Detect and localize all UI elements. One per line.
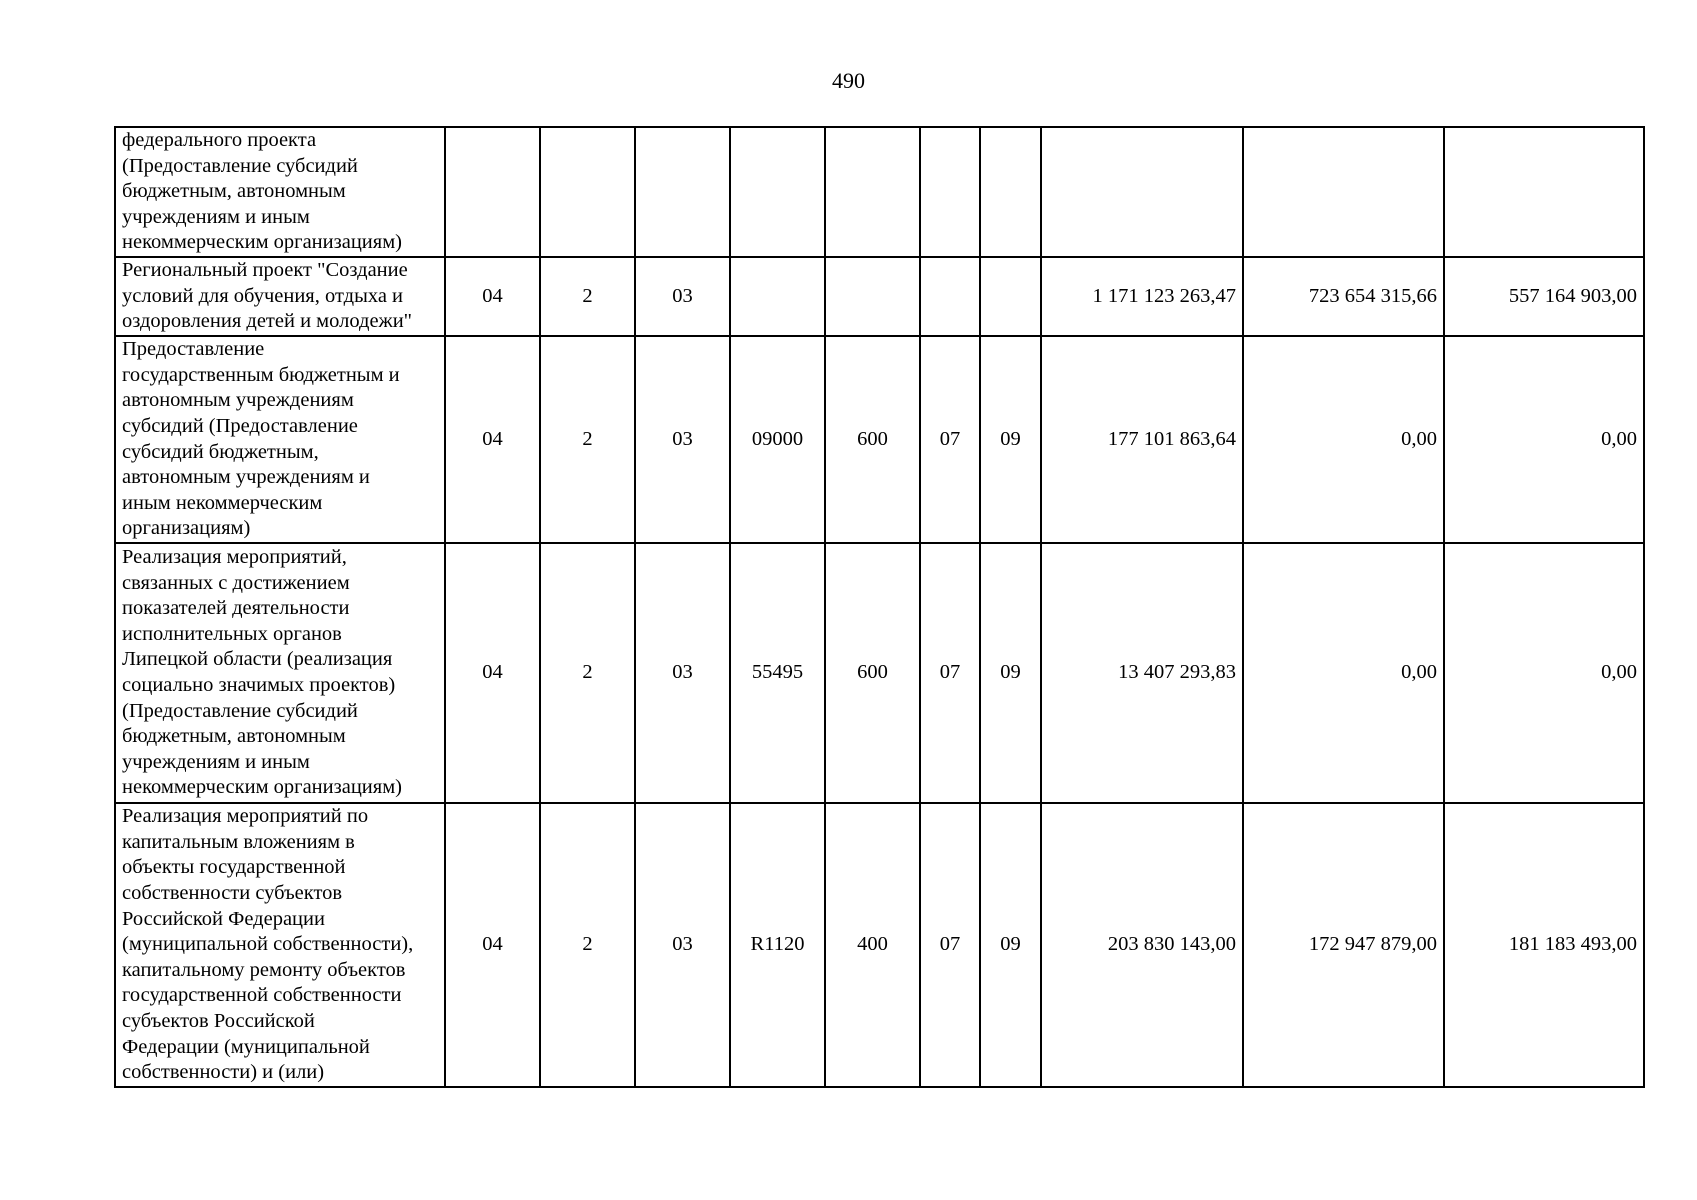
code-direction-cell: 09000 xyxy=(730,336,825,543)
table-row xyxy=(115,336,1644,543)
description-line: оздоровления детей и молодежи" xyxy=(122,310,413,333)
amount-year3-cell xyxy=(1444,127,1644,257)
code-expense-type-cell: 600 xyxy=(825,543,920,803)
description-line: связанных с достижением xyxy=(122,571,350,594)
description-line: собственности субъектов xyxy=(122,882,343,905)
description-line: (Предоставление субсидий xyxy=(122,154,358,177)
description-line: учреждениям и иным xyxy=(122,205,310,228)
code-section-cell xyxy=(920,127,980,257)
amount-year2-cell: 0,00 xyxy=(1243,336,1444,543)
table-row xyxy=(115,803,1644,1087)
code-direction-cell xyxy=(730,127,825,257)
code-ministry-cell: 04 xyxy=(445,543,540,803)
description-line: условий для обучения, отдыха и xyxy=(122,284,404,307)
code-expense-type-cell xyxy=(825,127,920,257)
code-program-type-cell: 2 xyxy=(540,336,635,543)
description-cell xyxy=(115,543,445,803)
code-direction-cell: 55495 xyxy=(730,543,825,803)
description-line: исполнительных органов xyxy=(122,622,342,645)
code-section-cell: 07 xyxy=(920,543,980,803)
code-subsection-cell: 09 xyxy=(980,803,1041,1087)
amount-year1-cell: 203 830 143,00 xyxy=(1041,803,1243,1087)
code-ministry-cell: 04 xyxy=(445,257,540,336)
description-line: Федерации (муниципальной xyxy=(122,1035,370,1058)
description-line: Липецкой области (реализация xyxy=(122,648,393,671)
description-line: иным некоммерческим xyxy=(122,491,323,514)
code-project-cell: 03 xyxy=(635,336,730,543)
amount-year2-cell: 723 654 315,66 xyxy=(1243,257,1444,336)
code-project-cell xyxy=(635,127,730,257)
description-line: Региональный проект "Создание xyxy=(122,259,408,282)
amount-year1-cell: 13 407 293,83 xyxy=(1041,543,1243,803)
description-line: Предоставление xyxy=(122,338,265,361)
amount-year2-cell xyxy=(1243,127,1444,257)
description-line: бюджетным, автономным xyxy=(122,180,346,203)
code-program-type-cell: 2 xyxy=(540,257,635,336)
description-line: (муниципальной собственности), xyxy=(122,933,414,956)
description-cell xyxy=(115,257,445,336)
description-line: автономным учреждениям и xyxy=(122,466,370,489)
code-ministry-cell xyxy=(445,127,540,257)
description-line: некоммерческим организациям) xyxy=(122,776,402,799)
description-line: показателей деятельности xyxy=(122,597,350,620)
code-project-cell: 03 xyxy=(635,257,730,336)
description-line: учреждениям и иным xyxy=(122,750,310,773)
table-row xyxy=(115,543,1644,803)
code-ministry-cell: 04 xyxy=(445,803,540,1087)
description-line: Реализация мероприятий, xyxy=(122,546,347,569)
amount-year3-cell: 557 164 903,00 xyxy=(1444,257,1644,336)
description-line: собственности) и (или) xyxy=(122,1061,325,1084)
code-expense-type-cell: 600 xyxy=(825,336,920,543)
code-direction-cell: R1120 xyxy=(730,803,825,1087)
description-line: государственной собственности xyxy=(122,984,402,1007)
description-line: автономным учреждениям xyxy=(122,389,354,412)
amount-year3-cell: 181 183 493,00 xyxy=(1444,803,1644,1087)
code-project-cell: 03 xyxy=(635,803,730,1087)
amount-year2-cell: 172 947 879,00 xyxy=(1243,803,1444,1087)
description-line: Российской Федерации xyxy=(122,907,325,930)
amount-year2-cell: 0,00 xyxy=(1243,543,1444,803)
description-line: капитальному ремонту объектов xyxy=(122,958,406,981)
code-subsection-cell: 09 xyxy=(980,336,1041,543)
description-line: Реализация мероприятий по xyxy=(122,805,369,828)
description-line: (Предоставление субсидий xyxy=(122,699,358,722)
description-line: субсидий бюджетным, xyxy=(122,440,319,463)
code-section-cell: 07 xyxy=(920,336,980,543)
code-program-type-cell: 2 xyxy=(540,543,635,803)
code-program-type-cell: 2 xyxy=(540,803,635,1087)
description-line: бюджетным, автономным xyxy=(122,725,346,748)
description-cell xyxy=(115,803,445,1087)
description-line: государственным бюджетным и xyxy=(122,363,400,386)
description-line: субъектов Российской xyxy=(122,1009,315,1032)
amount-year1-cell xyxy=(1041,127,1243,257)
table-body xyxy=(115,127,1644,1087)
description-cell xyxy=(115,336,445,543)
amount-year1-cell: 177 101 863,64 xyxy=(1041,336,1243,543)
code-section-cell xyxy=(920,257,980,336)
code-direction-cell xyxy=(730,257,825,336)
amount-year3-cell: 0,00 xyxy=(1444,543,1644,803)
description-line: социально значимых проектов) xyxy=(122,674,396,696)
code-subsection-cell xyxy=(980,127,1041,257)
description-line: капитальным вложениям в xyxy=(122,830,355,853)
code-project-cell: 03 xyxy=(635,543,730,803)
description-line: субсидий (Предоставление xyxy=(122,414,358,437)
table-row xyxy=(115,127,1644,257)
description-line: некоммерческим организациям) xyxy=(122,231,402,254)
page-number: 490 xyxy=(832,68,865,93)
code-ministry-cell: 04 xyxy=(445,336,540,543)
code-subsection-cell: 09 xyxy=(980,543,1041,803)
description-line: федерального проекта xyxy=(122,129,317,152)
code-expense-type-cell: 400 xyxy=(825,803,920,1087)
description-line: объекты государственной xyxy=(122,856,346,879)
budget-table xyxy=(114,126,1645,1088)
description-line: организациям) xyxy=(122,517,251,540)
code-subsection-cell xyxy=(980,257,1041,336)
amount-year1-cell: 1 171 123 263,47 xyxy=(1041,257,1243,336)
description-cell xyxy=(115,127,445,257)
table-row xyxy=(115,257,1644,336)
code-program-type-cell xyxy=(540,127,635,257)
amount-year3-cell: 0,00 xyxy=(1444,336,1644,543)
code-expense-type-cell xyxy=(825,257,920,336)
code-section-cell: 07 xyxy=(920,803,980,1087)
